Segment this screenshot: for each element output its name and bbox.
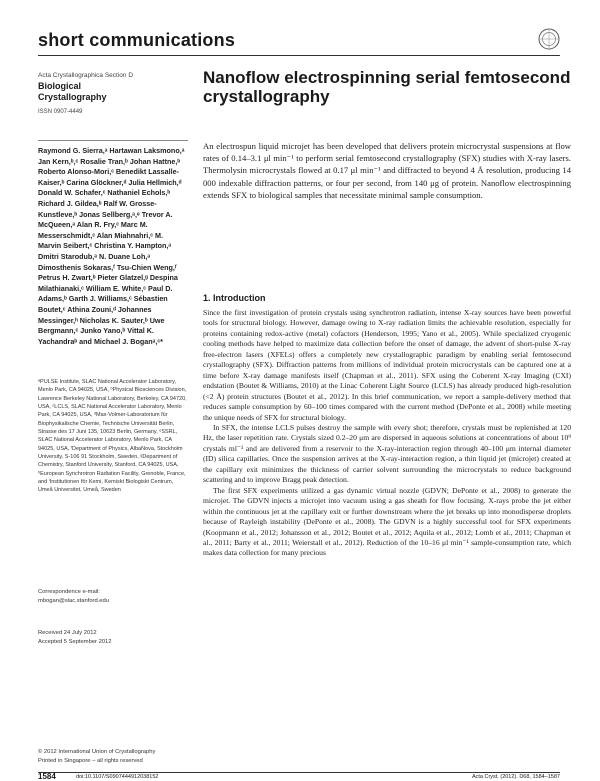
- footer-rule: [38, 772, 560, 773]
- section-heading: 1. Introduction: [203, 293, 266, 303]
- author-list: Raymond G. Sierra,ᵃ Hartawan Laksmono,ᵃ Jan Kern,ᵇ,ᶜ Rosalie Tran,ᵇ Johan Hattne,ᵇ Roberto Alonso-Mori,ᶜ Benedikt Lassalle-Kaiser,ᵇ Carina Glöckner,ᵈ Julia Hellmich,ᵈ Donald W. Schafer,ᶜ Nathaniel Echols,ᵇ Richard J. Gildea,ᵇ Ralf W. Grosse-Kunstleve,ᵇ Jonas Sellberg,ᵃ,ᵉ Trevor A. McQueen,ᵃ Alan R. Fry,ᶜ Marc M. Messerschmidt,ᶜ Alan Miahnahri,ᶜ M. Marvin Seibert,ᶜ Christina Y. Hampton,ᵃ Dmitri Starodub,ᵃ N. Duane Loh,ᵃ Dimosthenis Sokaras,ᶠ Tsu-Chien Weng,ᶠ Petrus H. Zwart,ᵇ Pieter Glatzel,ᵍ Despina Milathianaki,ᶜ William E. White,ᶜ Paul D. Adams,ᵇ Garth J. Williams,ᶜ Sébastien Boutet,ᶜ Athina Zouni,ᵈ Johannes Messinger,ʰ Nicholas K. Sauter,ᵇ Uwe Bergmann,ᶜ Junko Yano,ᵇ Vittal K. Yachandraᵇ and Michael J. Boganᵃ,ᶜ*: [38, 146, 185, 346]
- paragraph: The first SFX experiments utilized a gas dynamic virtual nozzle (GDVN; DePonte et al., 2008) to generate the microjet. The GDVN injects a microjet into vacuum using a gas sheath for flow focusing. X-rays probe the jet either within the continuous jet at the capillary exit or further downstream where the jet breaks up into monodisperse droplets because of Rayleigh instability (DePonte et al., 2008). The GDVN is a highly successful tool for SFX experiments (Koopmann et al., 2012; Johansson et al., 2012; Boutet et al., 2012; Aquila et al., 2012; Lomb et al., 2011; Chapman et al., 2011; Barty et al., 2011; Weierstall et al., 2012). Reduction of the 10–16 μl min⁻¹ sample-consumption rate, which makes data collection for many precious: [203, 485, 571, 558]
- journal-section: Acta Crystallographica Section D: [38, 72, 134, 79]
- accepted-date: Accepted 5 September 2012: [38, 638, 112, 645]
- affiliations: ᵃPULSE Institute, SLAC National Accelerator Laboratory, Menlo Park, CA 94025, USA, ᵇPhysical Biosciences Division, Lawrence Berkeley National Laboratory, Berkeley, CA 94720, USA, ᶜLCLS, SLAC National Accelerator Laboratory, Menlo Park, CA 94025, USA, ᵈMax-Volmer-Laboratorium für Biophysikalische Chemie, Technische Universität Berlin, Strasse des 17 Juni 135, 10623 Berlin, Germany, ᵉSSRL, SLAC National Accelerator Laboratory, Menlo Park, CA 94025, USA, ᶠDepartment of Physics, AlbaNova, Stockholm University, S-106 91 Stockholm, Sweden, ᵍDepartment of Chemistry, Stanford University, Stanford, CA 94025, USA, ʰEuropean Synchrotron Radiation Facility, Grenoble, France, and ⁱInstitutionen för Kemi, Kemiskt Biologiskt Centrum, Umeå Universitet, Umeå, Sweden: [38, 379, 187, 494]
- page-footer: [38, 774, 560, 781]
- correspondence-email[interactable]: mbogan@slac.stanford.edu: [38, 597, 109, 604]
- copyright-notice: © 2012 International Union of Crystallography Printed in Singapore – all rights reserved: [38, 749, 156, 764]
- doi-link[interactable]: doi:10.1107/S0907444912038152: [76, 774, 159, 780]
- journal-citation: Acta Cryst. (2012). D68, 1584–1587: [471, 774, 560, 780]
- paragraph: Since the first investigation of protein crystals using synchrotron radiation, intense X-ray sources have been powerful tools for structural biology. However, damage owing to X-ray radiation limits the achievable resolution, especially for proteins containing redox-active (metal) cofactors (Henderson, 1995; Yano et al., 2005). While specialized cryogenic cooling methods have helped to maximize data collection before the onset of damage, the advent of short-pulse X-ray free-electron lasers (XFELs) offers a completely new crystallographic paradigm by enabling serial femtosecond crystallography (SFX). Diffraction patterns from millions of individual protein microcrystals can be captured one at a time before X-ray damage manifests itself (Chapman et al., 2011). SFX using the Coherent X-ray Imaging (CXI) endstation (Boutet & Williams, 2010) at the Linac Coherent Light Source (LCLS) has already produced high-resolution (<2 Å) protein structures (Boutet et al., 2012). In this brief communication, we report a sample-delivery method that reduces sample consumption by 60–100 times compared with the current method (DePonte et al., 2008) while meeting the unique needs of SFX for structural biology.: [203, 308, 571, 422]
- journal-name: Biological Crystallography: [38, 81, 107, 102]
- correspondence: Correspondence e-mail: mbogan@slac.stanford.edu: [38, 588, 188, 605]
- paper-title: Nanoflow electrospinning serial femtosecond crystallography: [203, 68, 571, 106]
- sidebar-rule: [38, 140, 188, 141]
- submission-dates: [38, 629, 188, 646]
- header-rule: [38, 55, 560, 56]
- iucr-logo-icon: [538, 28, 560, 50]
- journal-issn: ISSN 0907-4449: [38, 109, 83, 115]
- journal-info: [38, 72, 188, 115]
- page-number: 1584: [38, 772, 56, 781]
- abstract: An electrospun liquid microjet has been developed that delivers protein microcrystal suspensions at flow rates of 0.14–3.1 μl min⁻¹ to perform serial femtosecond crystallography (SFX) studies with X-ray lasers. Thermolysin microcrystals flowed at 0.17 μl min⁻¹ and diffracted to beyond 4 Å resolution, producing 14 000 indexable diffraction patterns, or four per second, from 140 μg of protein. Nanoflow electrospinning extends SFX to biological samples that necessitate minimal sample consumption.: [203, 141, 571, 200]
- section-header: short communications: [38, 30, 236, 50]
- body-text: [203, 308, 571, 559]
- paragraph: In SFX, the intense LCLS pulses destroy the sample with every shot; therefore, crystals must be replenished at 120 Hz, the laser repetition rate. Crystals sized 0.2–20 μm are dispersed in aqueous solutions at concentrations of about 10⁹ crystals ml⁻¹ and are delivered from a reservoir to the X-ray-interaction region through 40–100 μm internal diameter (ID) silica capillaries. Once the suspension arrives at the X-ray-interaction region, a thin liquid jet (microjet) created at the capillary exit minimizes the thickness of carrier solvent surrounding the microcrystals to reduce background scattering and to improve Bragg peak detection.: [203, 422, 571, 485]
- received-date: Received 24 July 2012: [38, 630, 97, 636]
